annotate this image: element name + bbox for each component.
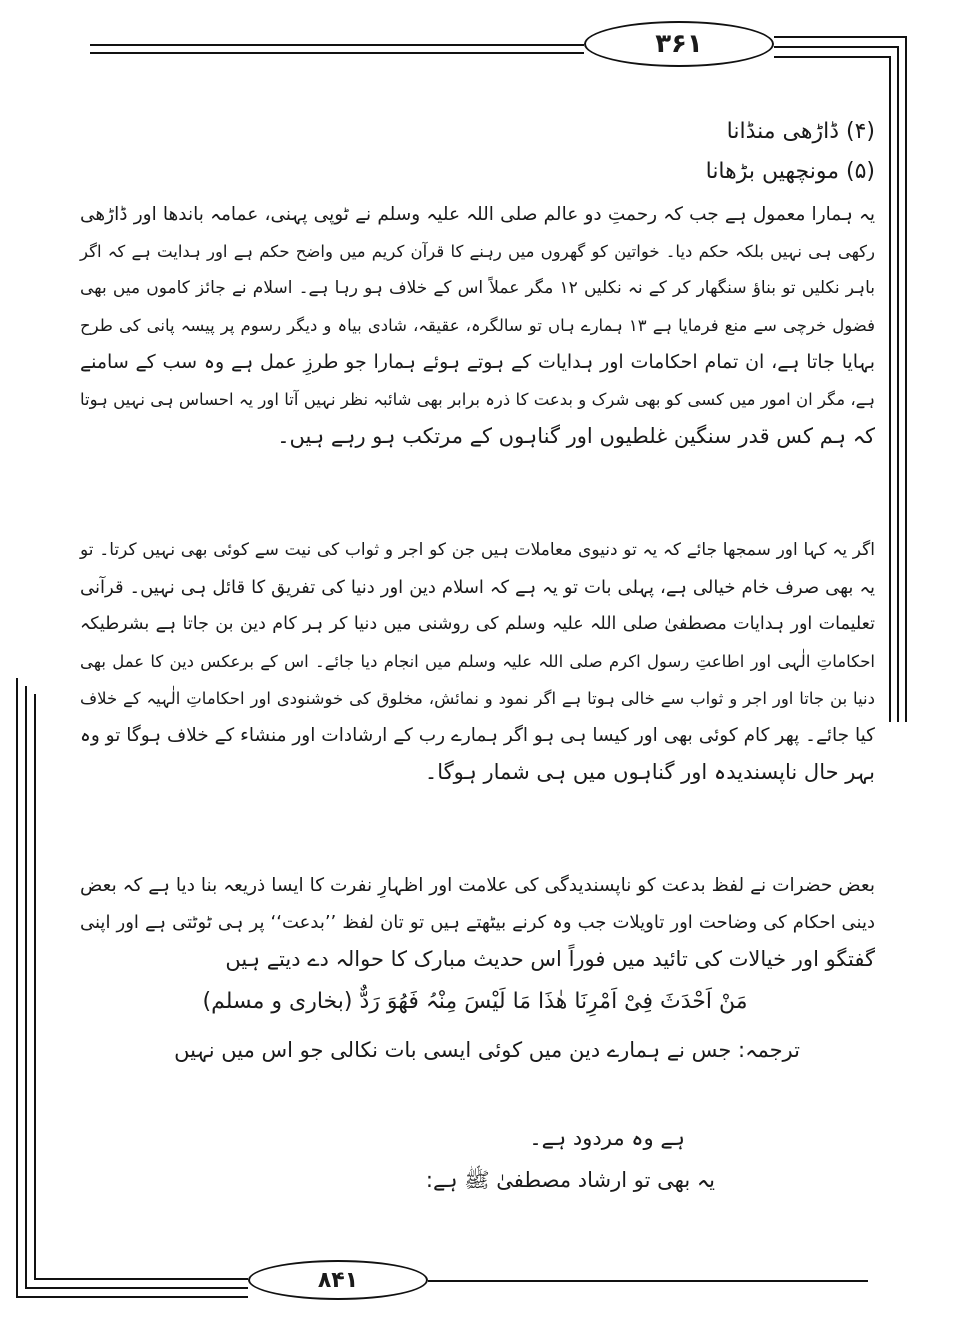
frame-line-bottom-left-3 [34, 1278, 248, 1280]
translation-line: ترجمہ: جس نے ہمارے دین میں کوئی ایسی بات نکالی جو اس میں نہیں [174, 1038, 800, 1062]
frame-line-bottom-left-2 [25, 1287, 248, 1289]
translation-line: ہے وہ مردود ہے۔ [529, 1126, 685, 1150]
paragraph-1-line: رکھی ہی نہیں بلکہ حکم دیا۔ خواتین کو گھروں میں رہنے کا قرآن کریم میں واضح حکم ہے اور ہدایت ہے کہ اگر [80, 242, 875, 261]
paragraph-1 [80, 196, 875, 455]
hadith-arabic: مَنْ اَحْدَثَ فِیْ اَمْرِنَا ھٰذَا مَا لَیْسَ مِنْہُ فَھُوَ رَدٌّ (بخاری و مسلم) [202, 989, 748, 1014]
frame-line-right-inner [889, 56, 891, 722]
frame-line-right-mid [897, 46, 899, 722]
hadith-block [150, 982, 800, 1022]
paragraph-2-line: اگر یہ کہا اور سمجھا جائے کہ یہ تو دنیوی معاملات ہیں جن کو اجر و ثواب کی نیت سے کوئی بھی نہیں کرتا۔ تو [80, 540, 875, 560]
frame-line-top-right-1 [774, 36, 906, 38]
page-number-top: ۳۶۱ [584, 21, 774, 67]
paragraph-1-line: بہایا جاتا ہے، ان تمام احکامات اور ہدایات کے ہوتے ہوئے ہمارا جو طرزِ عمل ہے وہ سب کے سامنے [80, 351, 875, 373]
paragraph-1-line: کہ ہم کس قدر سنگین غلطیوں اور گناہوں کے مرتکب ہو رہے ہیں۔ [277, 424, 875, 448]
frame-line-top-right-3 [774, 56, 890, 58]
closing-block [160, 1160, 715, 1200]
frame-line-bottom-left-1 [16, 1296, 248, 1298]
paragraph-2-line: تعلیمات اور ہدایات مصطفیٰ صلی اللہ علیہ وسلم کی روشنی میں دنیا کر ہر کام دین بن جاتا ہے بشرطیکہ [80, 614, 875, 634]
paragraph-2-line: احکاماتِ الٰہی اور اطاعتِ رسول اکرم صلی اللہ علیہ وسلم میں انجام دیا جائے۔ اس کے برعکس دین کا عمل بھی [80, 652, 875, 671]
paragraph-2-line: یہ بھی صرف خام خیالی ہے، پہلی بات تو یہ ہے کہ اسلام دین اور دنیا کی تفریق کا قائل ہی نہیں۔ قرآنی [80, 577, 875, 598]
translation-block-2 [160, 1118, 685, 1158]
paragraph-1-line: باہر نکلیں تو بناؤ سنگھار کر کے نہ نکلیں ۱۲ مگر عملاً اس کے خلاف ہو رہا ہے۔ اسلام نے جائز کاموں میں بھی [80, 278, 875, 298]
paragraph-1-line: ہے، مگر ان امور میں کسی کو بھی شرک و بدعت کا ذرہ برابر بھی شائبہ نظر نہیں آتا اور یہ احساس ہی نہیں ہوتا [80, 390, 875, 409]
frame-line-left-outer [16, 678, 18, 1298]
frame-line-left-mid [25, 686, 27, 1288]
paragraph-3 [80, 867, 875, 978]
closing-line: یہ بھی تو ارشاد مصطفیٰ ﷺ ہے: [425, 1168, 715, 1192]
paragraph-1-line: فضول خرچی سے منع فرمایا ہے ۱۳ ہمارے ہاں تو سالگرہ، عقیقہ، شادی بیاہ و دیگر رسوم پر پیسہ پانی کی طرح [80, 316, 876, 335]
frame-line-bottom-right [428, 1280, 868, 1282]
frame-line-top-inner [90, 52, 584, 54]
heading-mustache-growing: (۵) مونچھیں بڑھانا [705, 159, 875, 184]
frame-line-right-outer [905, 36, 907, 722]
paragraph-3-line: بعض حضرات نے لفظ بدعت کو ناپسندیدگی کی علامت اور اظہارِ نفرت کا ایسا ذریعہ بنا دیا ہے کہ بعض [80, 875, 875, 896]
paragraph-2-line: کیا جائے۔ پھر کام کوئی بھی اور کیسا ہی ہو اگر ہمارے رب کے ارشادات اور منشاء کے خلاف ہوگا تو وہ [80, 725, 875, 746]
frame-line-top-right-2 [774, 46, 898, 48]
heading-beard-shaving: (۴) ڈاڑھی منڈانا [726, 119, 875, 144]
paragraph-3-line: گفتگو اور خیالات کی تائید میں فوراً اس حدیث مبارک کا حوالہ دے دیتے ہیں [225, 947, 875, 971]
translation-block [160, 1030, 800, 1070]
paragraph-1-line: یہ ہمارا معمول ہے جب کہ رحمتِ دو عالم صلی اللہ علیہ وسلم نے ٹوپی پہنی، عمامہ باندھا اور ڈاڑھی [80, 204, 875, 225]
paragraph-2-line: دنیا بن جاتا اور اجر و ثواب سے خالی ہوتا ہے اگر نمود و نمائش، مخلوق کی خوشنودی اور احکاماتِ الٰہیہ کے خلاف [80, 689, 875, 708]
paragraph-3-line: دینی احکام کی وضاحت اور تاویلات جب وہ کرنے بیٹھتے ہیں تو تان لفظ ’’بدعت‘‘ پر ہی ٹوٹتی ہے اور اپنی [80, 912, 875, 933]
page-number-bottom: ۸۴۱ [248, 1260, 428, 1300]
paragraph-2-line: بہر حال ناپسندیدہ اور گناہوں میں ہی شمار ہوگا۔ [424, 760, 875, 784]
frame-line-left-inner [34, 694, 36, 1278]
paragraph-2 [80, 532, 875, 791]
frame-line-top [90, 44, 584, 46]
headings-block [80, 112, 875, 192]
